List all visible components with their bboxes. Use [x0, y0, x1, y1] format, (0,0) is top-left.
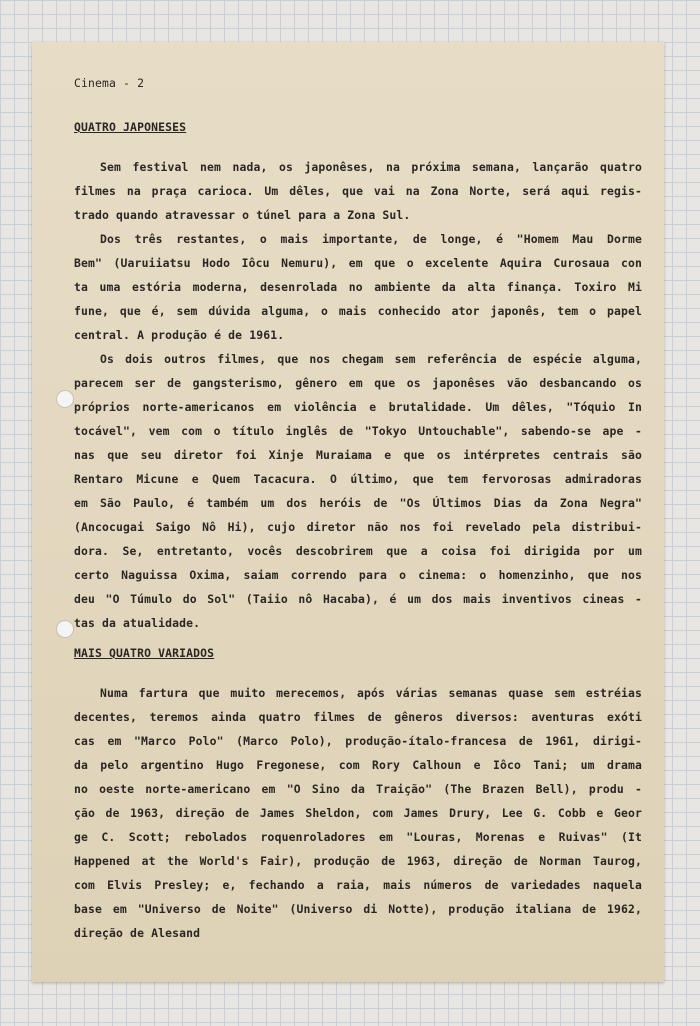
text-line: Happened at the World's Fair), produção de 1963, direção de Norman Taurog, [74, 854, 642, 868]
text-line: central. A produção é de 1961. [74, 328, 285, 342]
text-line: Os dois outros filmes, que nos chegam sem referência de espécie alguma, [100, 352, 642, 366]
binder-hole [56, 620, 74, 638]
text-line: (Ancocugai Saigo Nô Hi), cujo diretor não nos foi revelado pela distribui- [74, 520, 642, 534]
text-line: cas em "Marco Polo" (Marco Polo), produção-ítalo-francesa de 1961, dirigi- [74, 734, 642, 748]
page-reference: Cinema - 2 [74, 76, 145, 90]
text-line: tocável", vem com o título inglês de "Tokyo Untouchable", sabendo-se ape - [74, 424, 642, 438]
text-line: fune, que é, sem dúvida alguma, o mais conhecido ator japonês, tem o papel [74, 304, 642, 318]
binder-hole [56, 390, 74, 408]
text-line: em São Paulo, é também um dos heróis de "Os Últimos Dias da Zona Negra" [74, 496, 642, 510]
text-line: parecem ser de gangsterismo, gênero em que os japonêses vão desbancando os [74, 376, 642, 390]
text-line: Numa fartura que muito merecemos, após várias semanas quase sem estréias [100, 686, 642, 700]
typed-page [32, 42, 664, 982]
section-heading: QUATRO JAPONESES [74, 120, 187, 134]
text-line: próprios norte-americanos em violência e brutalidade. Um dêles, "Tóquio In [74, 400, 642, 414]
text-line: Rentaro Micune e Quem Tacacura. O último, que tem fervorosas admiradoras [74, 472, 642, 486]
text-line: da pelo argentino Hugo Fregonese, com Rory Calhoun e Iôco Tani; um drama [74, 758, 642, 772]
text-line: trado quando atravessar o túnel para a Zona Sul. [74, 208, 411, 222]
text-line: ta uma estória moderna, desenrolada no ambiente da alta finança. Toxiro Mi [74, 280, 642, 294]
text-line: deu "O Túmulo do Sol" (Taiio nô Hacaba), é um dos mais inventivos cineas - [74, 592, 642, 606]
text-line: decentes, teremos ainda quatro filmes de gêneros diversos: aventuras exóti [74, 710, 642, 724]
text-line: base em "Universo de Noite" (Universo di Notte), produção italiana de 1962, [74, 902, 642, 916]
text-line: Dos três restantes, o mais importante, de longe, é "Homem Mau Dorme [100, 232, 642, 246]
text-line: dora. Se, entretanto, vocês descobrirem que a coisa foi dirigida por um [74, 544, 642, 558]
text-line: ção de 1963, direção de James Sheldon, com James Drury, Lee G. Cobb e Geor [74, 806, 642, 820]
text-line: com Elvis Presley; e, fechando a raia, mais números de variedades naquela [74, 878, 642, 892]
text-line: Sem festival nem nada, os japonêses, na próxima semana, lançarão quatro [100, 160, 642, 174]
text-line: direção de Alesand [74, 926, 201, 940]
text-line: nas que seu diretor foi Xinje Muraiama e que os intérpretes centrais são [74, 448, 642, 462]
text-line: no oeste norte-americano em "O Sino da Traição" (The Brazen Bell), produ - [74, 782, 642, 796]
text-line: tas da atualidade. [74, 616, 201, 630]
text-line: ge C. Scott; rebolados roquenroladores em "Louras, Morenas e Ruivas" (It [74, 830, 642, 844]
text-line: filmes na praça carioca. Um dêles, que vai na Zona Norte, será aqui regis- [74, 184, 642, 198]
section-heading: MAIS QUATRO VARIADOS [74, 646, 215, 660]
text-line: certo Naguissa Oxima, saiam correndo para o cinema: o homenzinho, que nos [74, 568, 642, 582]
text-line: Bem" (Uaruiiatsu Hodo Iôcu Nemuru), em que o excelente Aquira Curosaua con [74, 256, 642, 270]
